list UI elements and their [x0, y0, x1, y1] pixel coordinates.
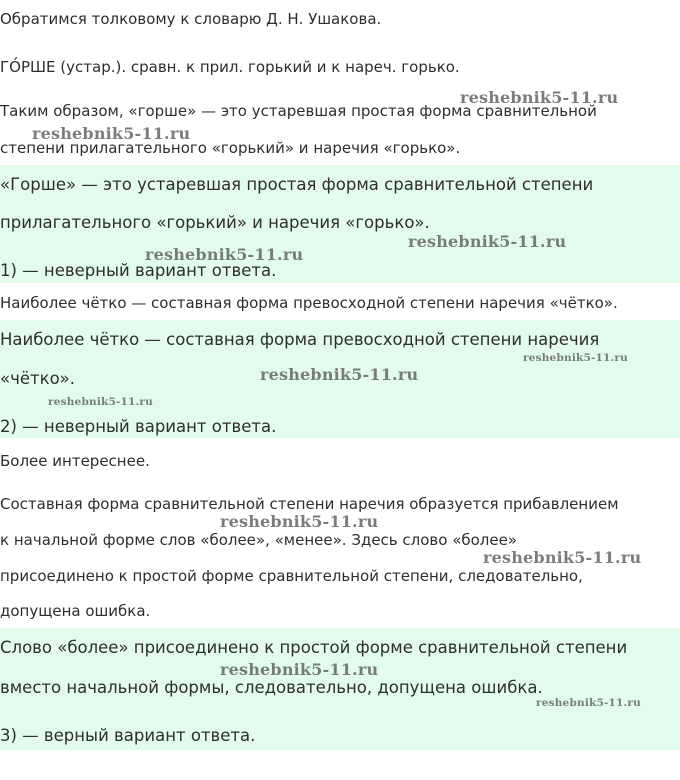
highlight-text-line-2: прилагательного «горький» и наречия «горько».: [0, 213, 430, 232]
highlight-text-line-2: «чётко».: [0, 369, 76, 388]
answer-verdict-2: 2) — неверный вариант ответа.: [0, 417, 277, 436]
answer-verdict-3: 3) — верный вариант ответа.: [0, 726, 256, 745]
paragraph-explanation-line-3: присоединено к простой форме сравнительной степени, следовательно,: [0, 567, 583, 585]
paragraph-explanation-line-2: к начальной форме слов «более», «менее». Здесь слово «более»: [0, 531, 518, 549]
paragraph-explanation-line-4: допущена ошибка.: [0, 602, 151, 620]
paragraph-intro: Обратимся толковому к словарю Д. Н. Ушакова.: [0, 10, 382, 28]
paragraph-option-2: Наиболее чётко — составная форма превосходной степени наречия «чётко».: [0, 294, 618, 312]
watermark-text: reshebnik5-11.ru: [220, 660, 379, 679]
watermark-text: reshebnik5-11.ru: [48, 396, 153, 408]
watermark-text: reshebnik5-11.ru: [460, 88, 619, 107]
paragraph-dictionary-entry: ГО́РШЕ (устар.). сравн. к прил. горький и к нареч. горько.: [0, 58, 460, 76]
highlight-text-line-1: «Горше» — это устаревшая простая форма сравнительной степени: [0, 175, 594, 194]
highlight-text-line-1: Наиболее чётко — составная форма превосходной степени наречия: [0, 330, 600, 349]
highlight-text-line-2: вместо начальной формы, следовательно, допущена ошибка.: [0, 678, 543, 697]
highlight-text-line-1: Слово «более» присоединено к простой форме сравнительной степени: [0, 638, 628, 657]
watermark-text: reshebnik5-11.ru: [536, 697, 641, 709]
paragraph-option-3: Более интереснее.: [0, 452, 150, 470]
paragraph-explanation-line-1: Составная форма сравнительной степени наречия образуется прибавлением: [0, 495, 619, 513]
paragraph-conclusion-line-2: степени прилагательного «горький» и наречия «горько».: [0, 139, 461, 157]
highlight-block-answer-1: [0, 165, 680, 283]
answer-verdict-1: 1) — неверный вариант ответа.: [0, 261, 277, 280]
watermark-text: reshebnik5-11.ru: [523, 352, 628, 364]
watermark-text: reshebnik5-11.ru: [483, 548, 642, 567]
watermark-text: reshebnik5-11.ru: [220, 512, 379, 531]
highlight-block-answer-3: [0, 628, 680, 750]
watermark-text: reshebnik5-11.ru: [260, 365, 419, 384]
paragraph-conclusion-line-1: Таким образом, «горше» — это устаревшая простая форма сравнительной: [0, 102, 597, 120]
watermark-text: reshebnik5-11.ru: [408, 232, 567, 251]
watermark-text: reshebnik5-11.ru: [145, 245, 304, 264]
watermark-text: reshebnik5-11.ru: [32, 124, 191, 143]
